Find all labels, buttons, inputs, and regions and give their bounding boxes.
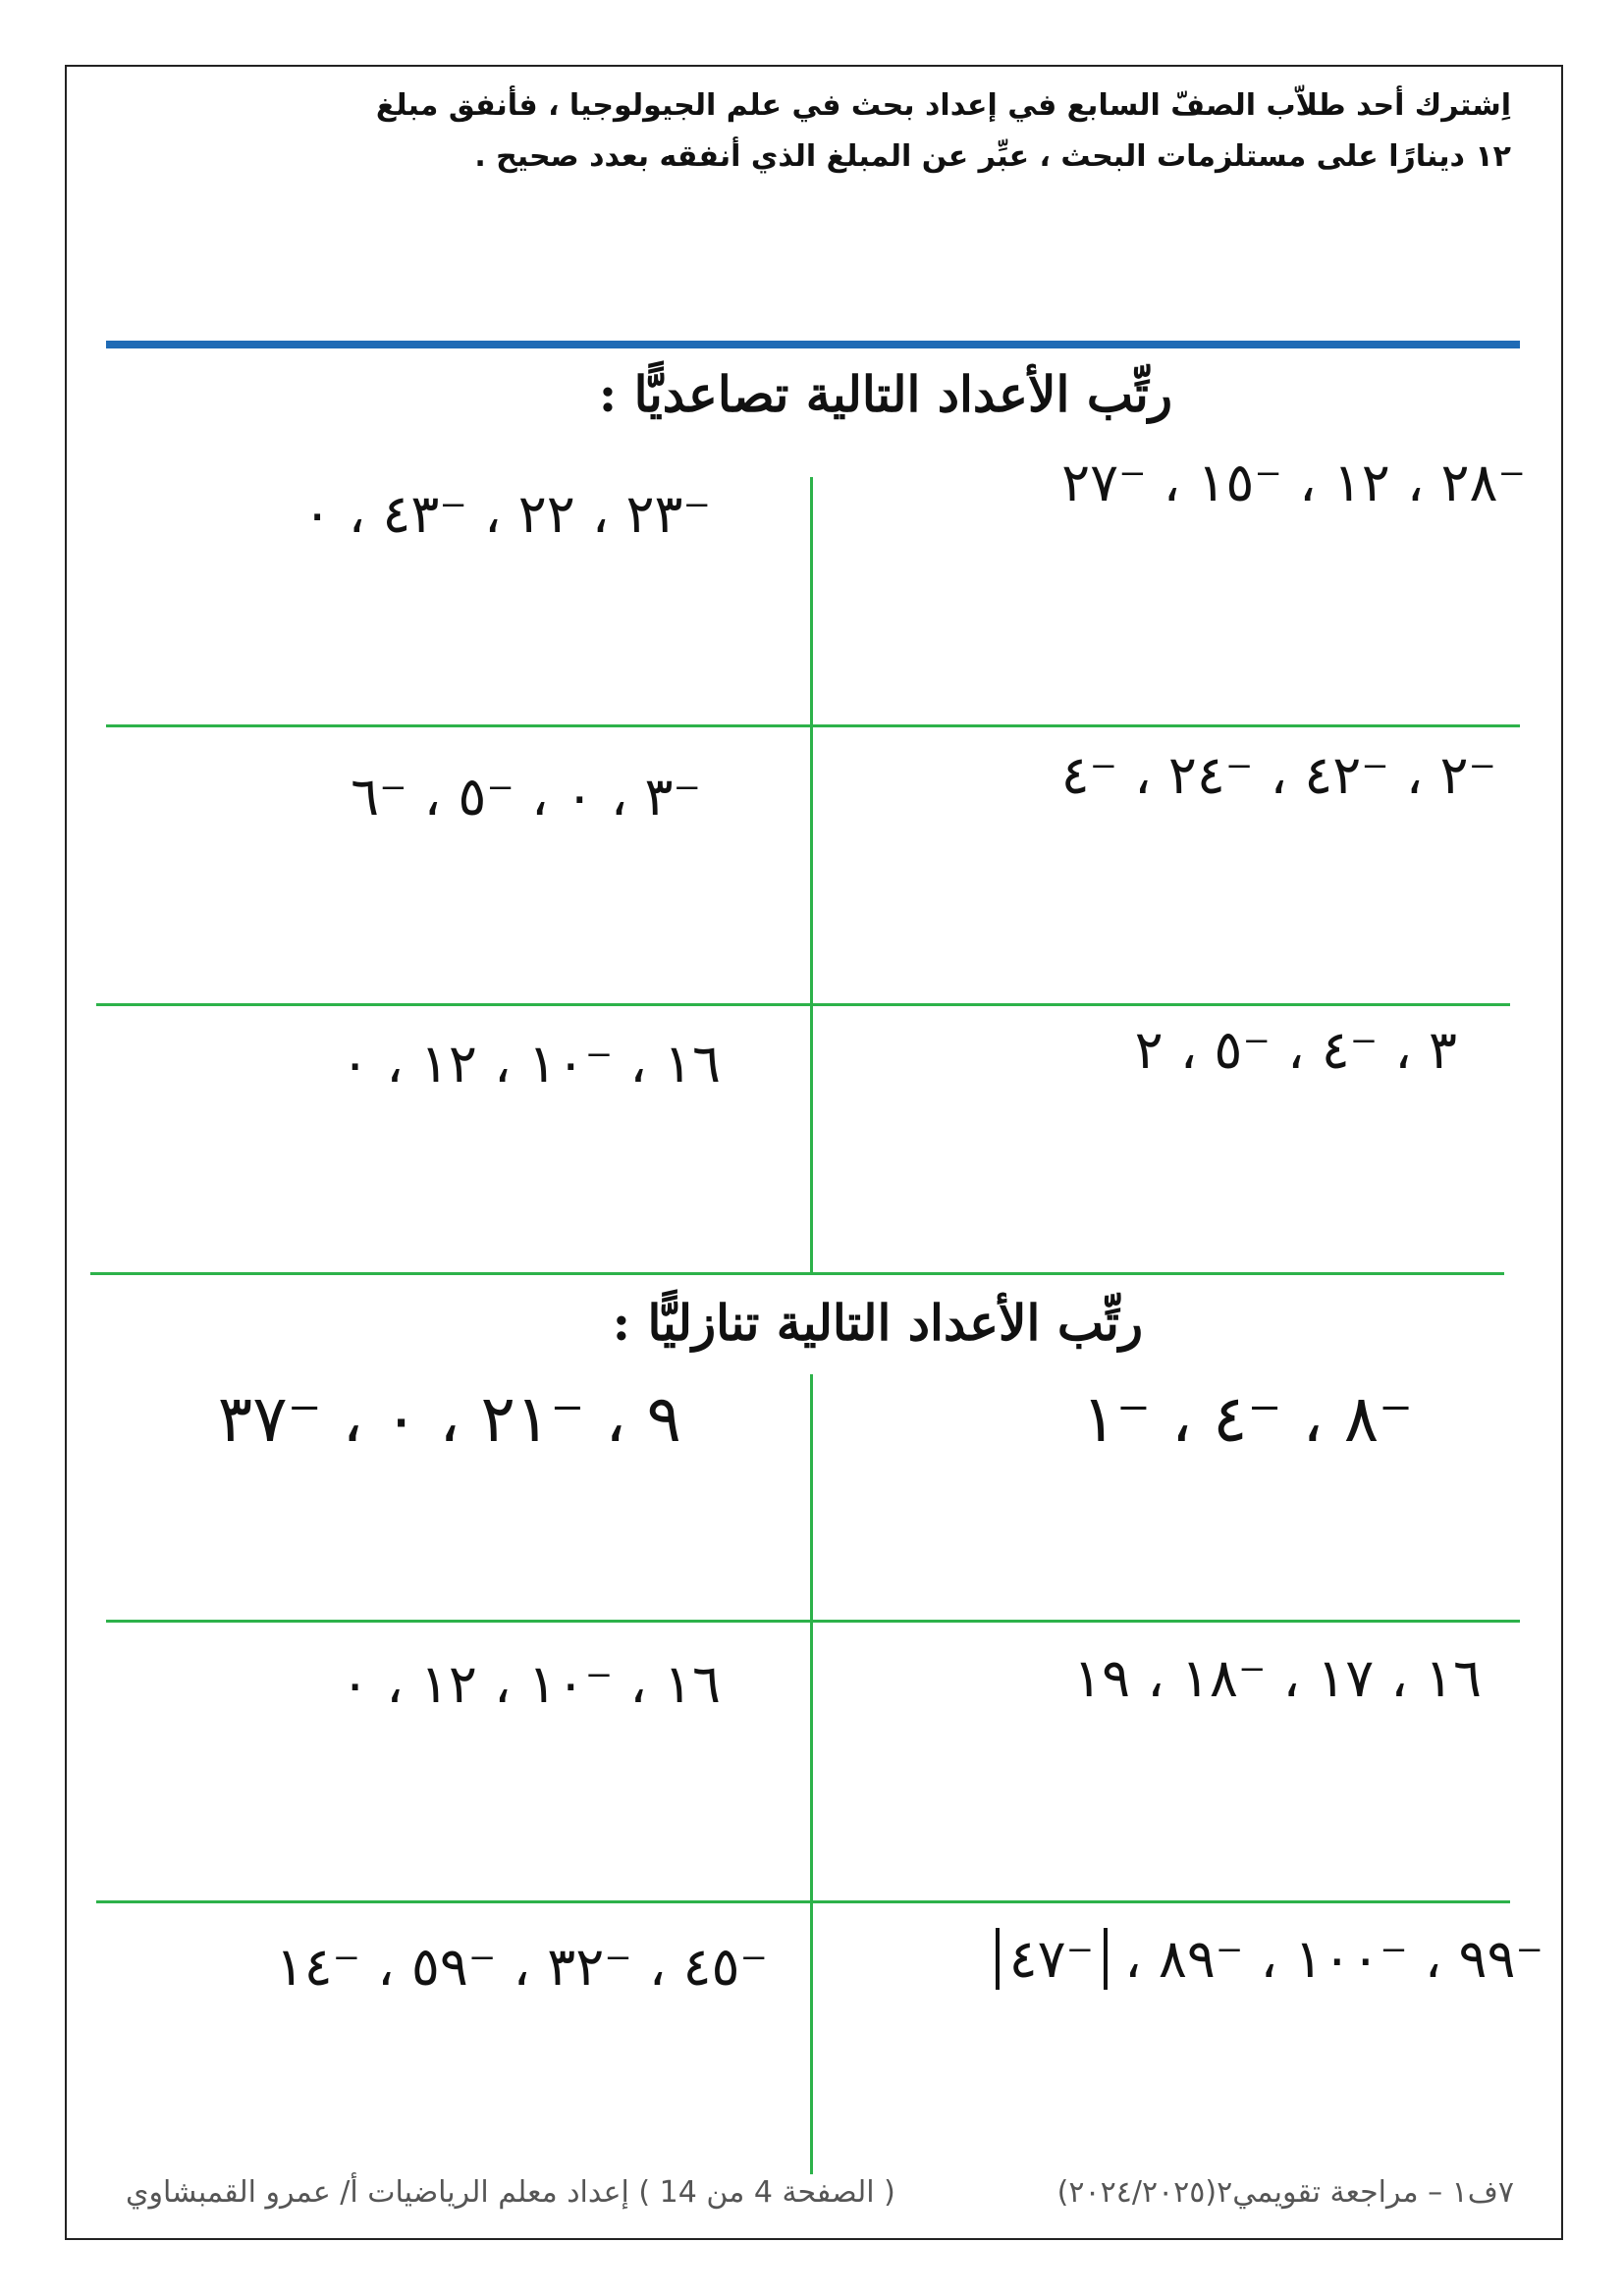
descending-set-3-left: ⁻٤٥ ، ⁻٣٢ ، ⁻٥٩ ، ⁻١٤: [275, 1936, 768, 1998]
descending-set-2-right: ١٦ ، ١٧ ، ⁻١٨ ، ١٩: [1073, 1647, 1482, 1709]
word-problem-line-2: ١٢ دينارًا على مستلزمات البحث ، عبِّر عن المبلغ الذي أنفقه بعدد صحيح .: [474, 139, 1511, 174]
section-divider: [106, 341, 1520, 348]
descending-set-3-right: [996, 1930, 1543, 1989]
word-problem: [117, 80, 1511, 183]
descending-set-1-left: ٩ ، ⁻٢١ ، ٠ ، ⁻٣٧: [217, 1381, 681, 1457]
ascending-set-2-right: ⁻٢ ، ⁻٤٢ ، ⁻٢٤ ، ⁻٤: [1060, 744, 1496, 806]
circled-answer-box: ⁻٤٧: [996, 1928, 1109, 1990]
ascending-bottom-divider: [90, 1272, 1504, 1275]
ascending-vertical-divider: [810, 477, 813, 1274]
ascending-set-1-left: ⁻٢٣ ، ٢٢ ، ⁻٤٣ ، ٠: [302, 483, 711, 545]
ascending-row-divider-2: [96, 1003, 1510, 1006]
word-problem-line-1: اِشترك أحد طلاّب الصفّ السابع في إعداد بحث في علم الجيولوجيا ، فأنفق مبلغ: [375, 88, 1511, 123]
descending-vertical-divider: [810, 1374, 813, 2174]
ascending-set-3-left: ١٦ ، ⁻١٠ ، ١٢ ، ٠: [341, 1033, 721, 1095]
descending-set-3-right-numbers: ⁻٩٩ ، ⁻١٠٠ ، ⁻٨٩ ،: [1108, 1928, 1543, 1990]
footer-page-and-author: ( الصفحة 4 من 14 ) إعداد معلم الرياضيات أ/ عمرو القمبشاوي: [126, 2175, 895, 2210]
descending-row-divider-2: [96, 1900, 1510, 1903]
ascending-heading: رتِّب الأعداد التالية تصاعديًّا :: [598, 365, 1172, 423]
ascending-row-divider-1: [106, 724, 1520, 727]
ascending-set-1-right: ⁻٢٨ ، ١٢ ، ⁻١٥ ، ⁻٢٧: [1061, 452, 1526, 513]
footer-review-title: ٧ف١ – مراجعة تقويمي٢(٢٠٢٤/٢٠٢٥): [1056, 2175, 1514, 2210]
descending-heading: رتِّب الأعداد التالية تنازليًّا :: [612, 1294, 1143, 1352]
ascending-set-3-right: ٣ ، ⁻٤ ، ⁻٥ ، ٢: [1134, 1019, 1457, 1081]
descending-set-2-left: ١٦ ، ⁻١٠ ، ١٢ ، ٠: [341, 1653, 721, 1715]
descending-set-1-right: ⁻٨ ، ⁻٤ ، ⁻١: [1081, 1381, 1413, 1457]
ascending-set-2-left: ⁻٣ ، ٠ ، ⁻٥ ، ⁻٦: [351, 766, 701, 828]
descending-row-divider-1: [106, 1620, 1520, 1623]
